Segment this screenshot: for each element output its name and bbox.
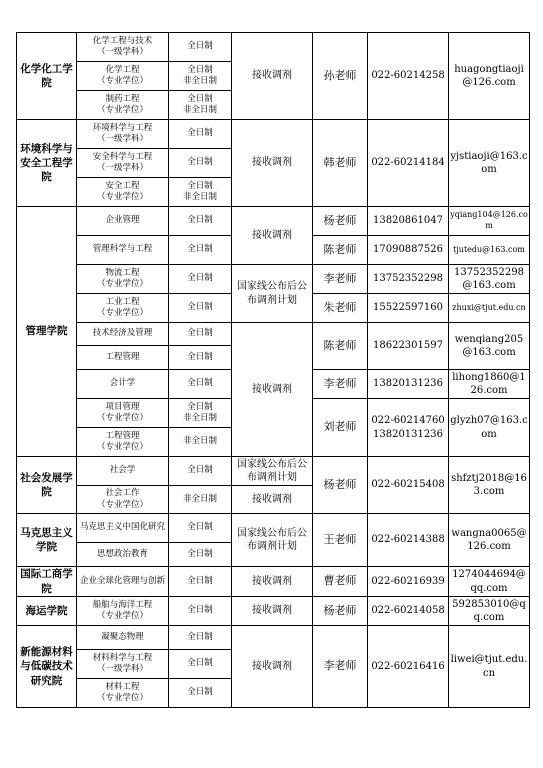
major-cell: 企业管理 (77, 207, 169, 236)
contact-cell: 陈老师 (313, 236, 368, 265)
email-cell: shfztj2018@163.com (449, 457, 530, 514)
contact-cell: 朱老师 (313, 294, 368, 323)
major-cell: 材料工程 （专业学位） (77, 679, 169, 708)
email-cell: wangna0065@126.com (449, 514, 530, 567)
major-cell: 社会工作 （专业学位） (77, 486, 169, 514)
contact-cell: 杨老师 (313, 207, 368, 236)
type-cell: 全日制 (169, 514, 232, 543)
type-cell: 全日制 (169, 236, 232, 265)
contact-cell: 曹老师 (313, 567, 368, 597)
major-cell: 工业工程 （专业学位） (77, 294, 169, 323)
email-cell: tjutedu@163.com (449, 236, 530, 265)
email-cell: zhuxi@tjut.edu.cn (449, 294, 530, 323)
email-cell: 1274044694@qq.com (449, 567, 530, 597)
phone-cell: 15522597160 (368, 294, 449, 323)
contact-cell: 杨老师 (313, 457, 368, 514)
school-cell: 国际工商学院 (17, 567, 77, 597)
major-cell: 工程管理 (77, 346, 169, 370)
major-cell: 安全科学与工程 （一级学科） (77, 149, 169, 178)
major-cell: 化学工程与技术 （一级学科） (77, 33, 169, 62)
email-cell: yqiang104@126.com (449, 207, 530, 236)
phone-cell: 18622301597 (368, 323, 449, 370)
type-cell: 全日制 (169, 650, 232, 679)
contact-cell: 李老师 (313, 265, 368, 294)
type-cell: 全日制 (169, 597, 232, 626)
type-cell: 全日制 (169, 346, 232, 370)
type-cell: 全日制 (169, 370, 232, 399)
type-cell: 全日制 (169, 120, 232, 149)
contact-cell: 杨老师 (313, 597, 368, 626)
type-cell: 全日制 (169, 323, 232, 346)
type-cell: 全日制 (169, 679, 232, 708)
type-cell: 全日制 非全日制 (169, 178, 232, 207)
type-cell: 全日制 (169, 567, 232, 597)
major-cell: 项目管理 （专业学位） (77, 399, 169, 428)
major-cell: 制药工程 （专业学位） (77, 91, 169, 120)
major-cell: 思想政治教育 (77, 543, 169, 567)
contact-cell: 陈老师 (313, 323, 368, 370)
email-cell: lihong1860@126.com (449, 370, 530, 399)
school-cell: 化学化工学院 (17, 33, 77, 120)
type-cell: 全日制 (169, 265, 232, 294)
school-cell: 马克思主义学院 (17, 514, 77, 567)
email-cell: wenqiang205@163.com (449, 323, 530, 370)
type-cell: 全日制 (169, 207, 232, 236)
phone-cell: 13752352298 (368, 265, 449, 294)
major-cell: 环境科学与工程 （一级学科） (77, 120, 169, 149)
major-cell: 化学工程 （专业学位） (77, 62, 169, 91)
email-cell: 13752352298@163.com (449, 265, 530, 294)
phone-cell: 022-60214388 (368, 514, 449, 567)
phone-cell: 022-60214184 (368, 120, 449, 207)
phone-cell: 022-60214258 (368, 33, 449, 120)
contact-cell: 王老师 (313, 514, 368, 567)
major-cell: 材料科学与工程 （一级学科） (77, 650, 169, 679)
major-cell: 技术经济及管理 (77, 323, 169, 346)
email-cell: huagongtiaoji@126.com (449, 33, 530, 120)
major-cell: 会计学 (77, 370, 169, 399)
phone-cell: 13820131236 (368, 370, 449, 399)
school-cell: 新能源材料与低碳技术研究院 (17, 626, 77, 708)
school-cell: 环境科学与安全工程学院 (17, 120, 77, 207)
school-cell: 社会发展学院 (17, 457, 77, 514)
type-cell: 非全日制 (169, 428, 232, 457)
type-cell: 全日制 非全日制 (169, 91, 232, 120)
phone-cell: 022-60216416 (368, 626, 449, 708)
contact-cell: 孙老师 (313, 33, 368, 120)
type-cell: 全日制 (169, 626, 232, 650)
method-cell: 国家线公布后公布调剂计划 (232, 457, 313, 486)
contact-cell: 李老师 (313, 626, 368, 708)
method-cell: 接收调剂 (232, 323, 313, 457)
type-cell: 全日制 (169, 33, 232, 62)
contact-cell: 韩老师 (313, 120, 368, 207)
email-cell: yjstiaoji@163.com (449, 120, 530, 207)
major-cell: 船舶与海洋工程 （专业学位） (77, 597, 169, 626)
major-cell: 物流工程 （专业学位） (77, 265, 169, 294)
method-cell: 接收调剂 (232, 33, 313, 120)
type-cell: 全日制 (169, 543, 232, 567)
contact-cell: 李老师 (313, 370, 368, 399)
method-cell: 接收调剂 (232, 120, 313, 207)
major-cell: 马克思主义中国化研究 (77, 514, 169, 543)
phone-cell: 022-60214760 13820131236 (368, 399, 449, 457)
email-cell: 592853010@qq.com (449, 597, 530, 626)
phone-cell: 022-60216939 (368, 567, 449, 597)
method-cell: 接收调剂 (232, 486, 313, 514)
method-cell: 国家线公布后公布调剂计划 (232, 265, 313, 323)
school-cell: 海运学院 (17, 597, 77, 626)
major-cell: 企业全球化管理与创新 (77, 567, 169, 597)
type-cell: 全日制 (169, 149, 232, 178)
method-cell: 接收调剂 (232, 567, 313, 597)
email-cell: liwei@tjut.edu.cn (449, 626, 530, 708)
method-cell: 接收调剂 (232, 207, 313, 265)
phone-cell: 022-60214058 (368, 597, 449, 626)
adjustment-table (16, 32, 530, 708)
phone-cell: 022-60215408 (368, 457, 449, 514)
method-cell: 接收调剂 (232, 597, 313, 626)
major-cell: 凝聚态物理 (77, 626, 169, 650)
major-cell: 社会学 (77, 457, 169, 486)
type-cell: 全日制 (169, 457, 232, 486)
contact-cell: 刘老师 (313, 399, 368, 457)
email-cell: glyzh07@163.com (449, 399, 530, 457)
type-cell: 全日制 非全日制 (169, 399, 232, 428)
major-cell: 安全工程 （专业学位） (77, 178, 169, 207)
type-cell: 全日制 (169, 294, 232, 323)
phone-cell: 13820861047 (368, 207, 449, 236)
type-cell: 全日制 非全日制 (169, 62, 232, 91)
major-cell: 工程管理 （专业学位） (77, 428, 169, 457)
method-cell: 国家线公布后公布调剂计划 (232, 514, 313, 567)
major-cell: 管理科学与工程 (77, 236, 169, 265)
type-cell: 非全日制 (169, 486, 232, 514)
phone-cell: 17090887526 (368, 236, 449, 265)
school-cell: 管理学院 (17, 207, 77, 457)
method-cell: 接收调剂 (232, 626, 313, 708)
